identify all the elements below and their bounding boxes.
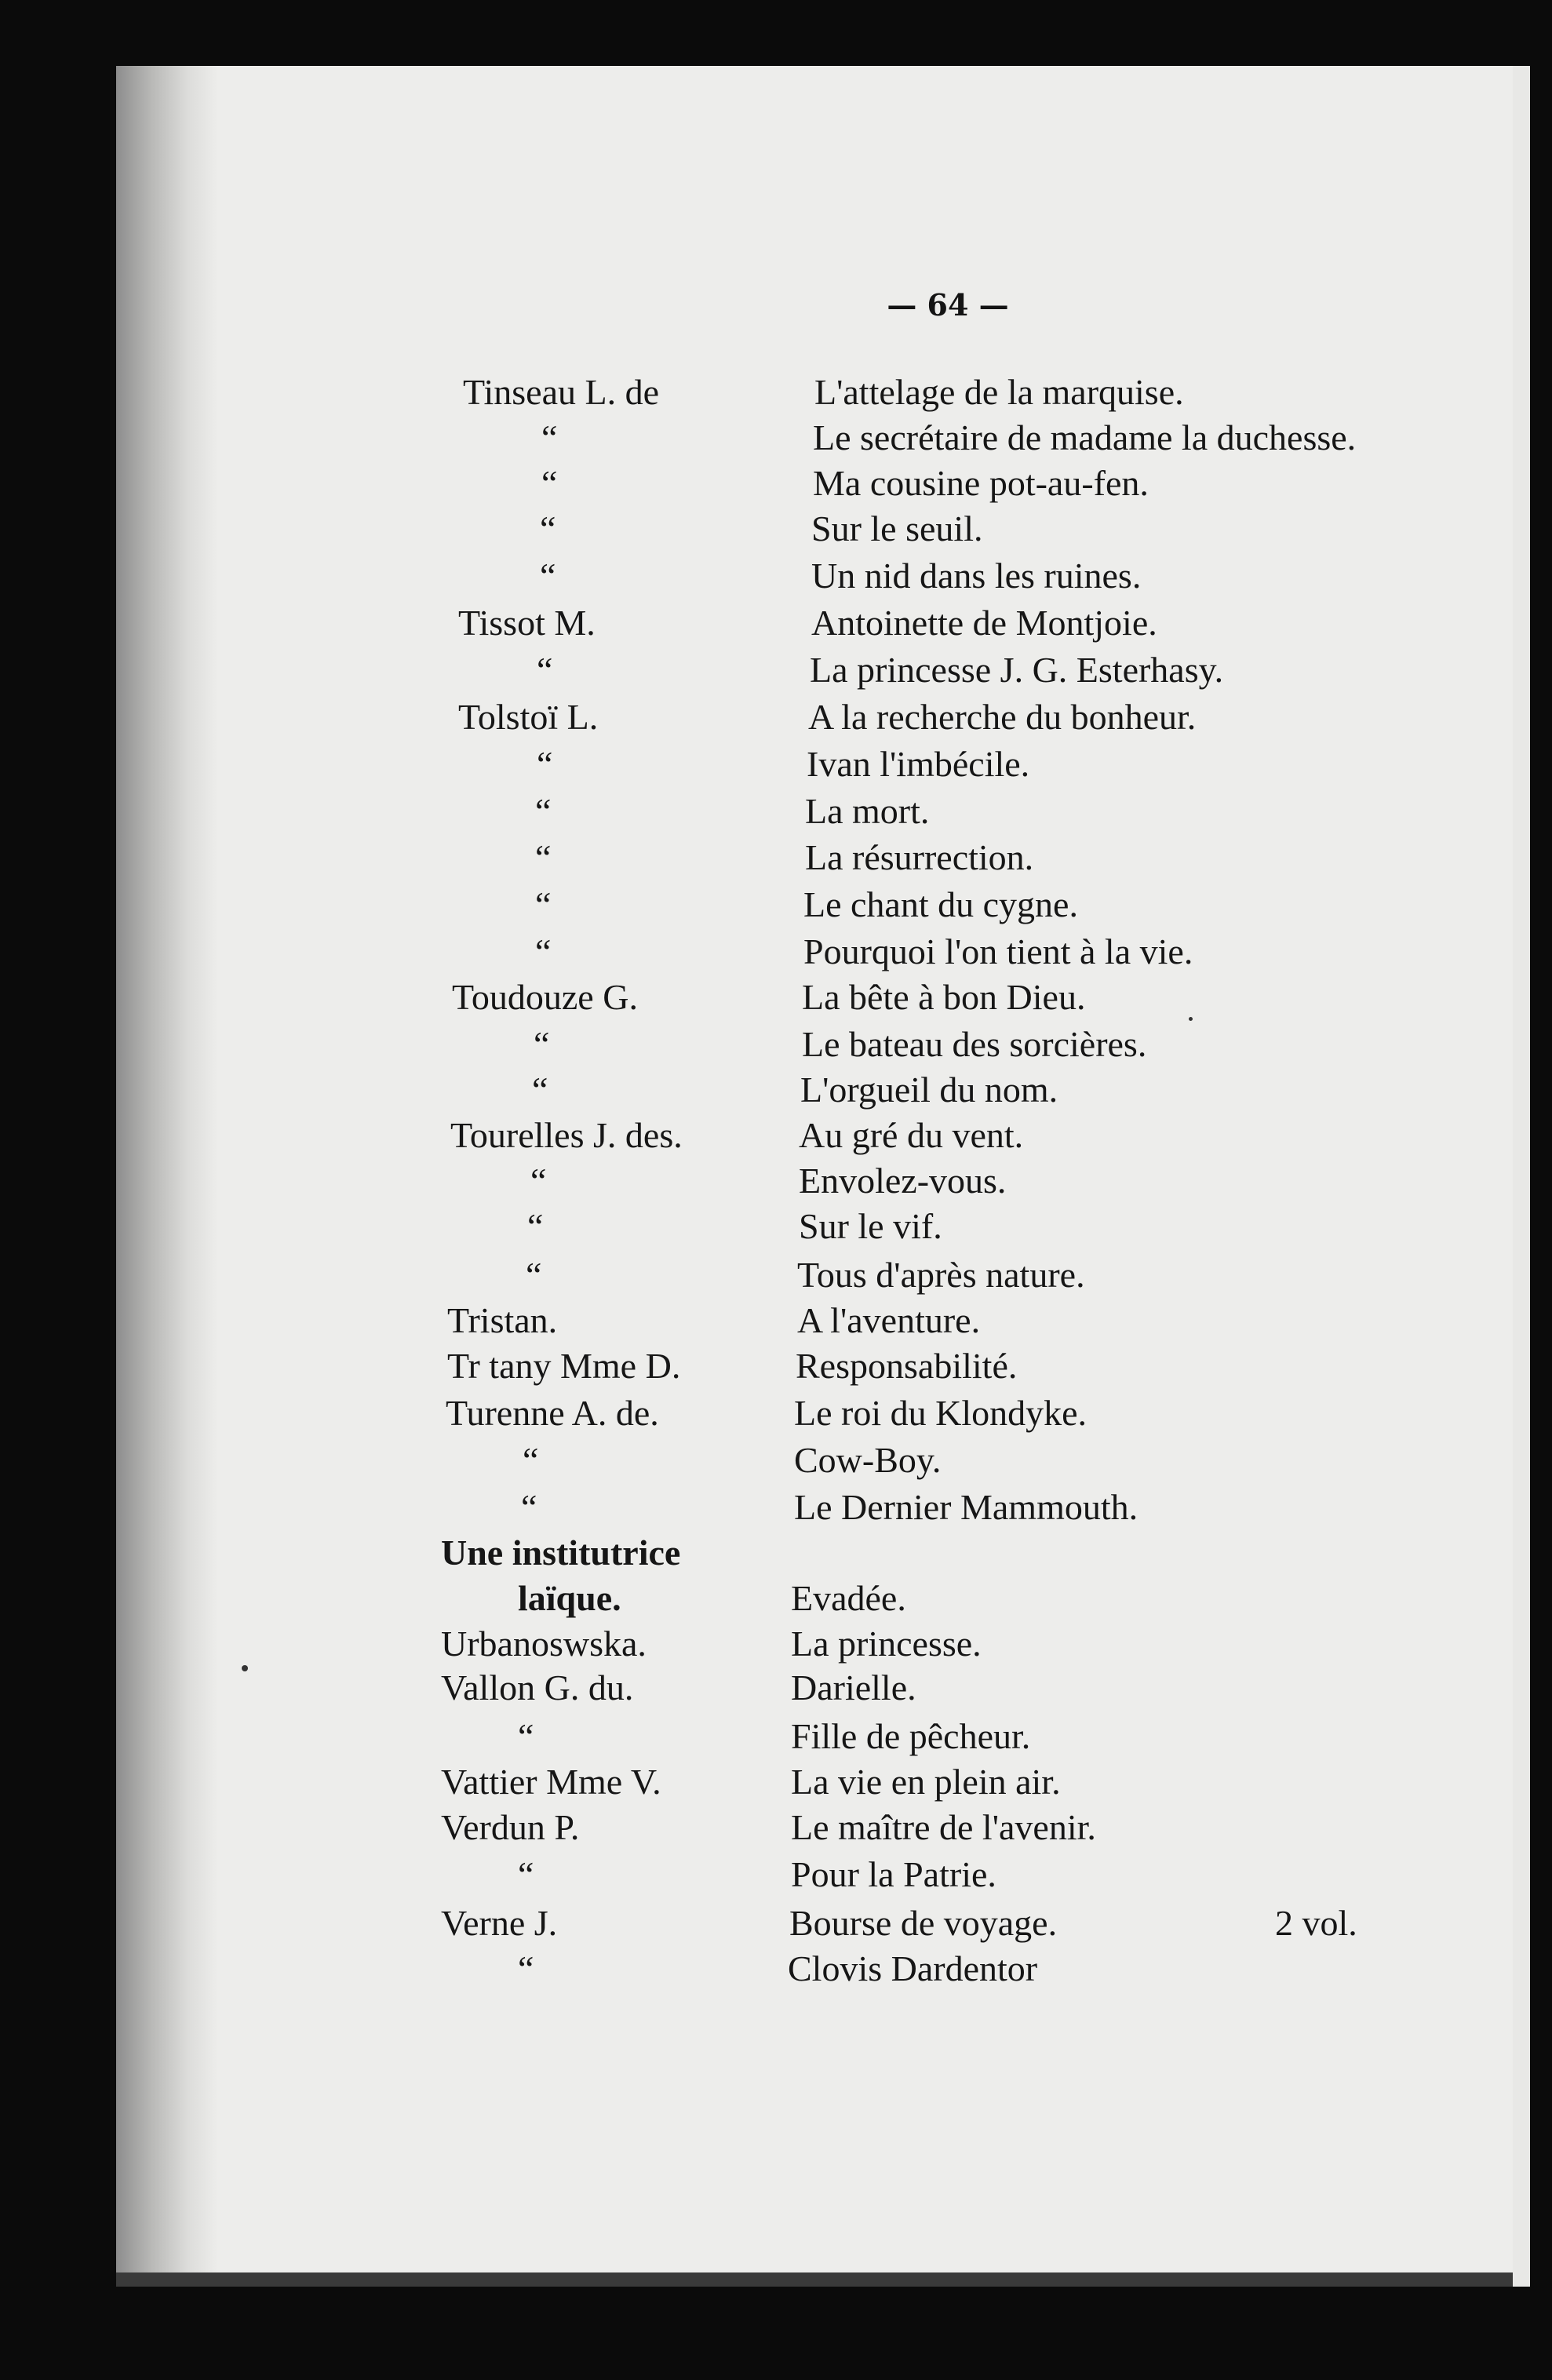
- entry-author: Tourelles J. des.: [450, 1115, 683, 1155]
- list-item: [0, 1530, 1552, 1576]
- entry-author: “: [518, 1716, 534, 1756]
- list-item: [0, 600, 1552, 646]
- list-item: [0, 1438, 1552, 1483]
- list-item: [0, 1576, 1552, 1621]
- bottom-edge: [116, 2272, 1513, 2287]
- list-item: [0, 1805, 1552, 1850]
- entry-author: “: [535, 791, 552, 831]
- entry-title: La princesse.: [791, 1624, 982, 1664]
- list-item: [0, 1390, 1552, 1436]
- list-item: [0, 1113, 1552, 1158]
- list-item: [0, 1665, 1552, 1711]
- entry-author: “: [540, 508, 556, 549]
- list-item: [0, 370, 1552, 415]
- entry-author: “: [541, 417, 558, 457]
- entry-title: A l'aventure.: [797, 1300, 981, 1340]
- list-item: [0, 1343, 1552, 1389]
- entry-title: Bourse de voyage.: [789, 1903, 1058, 1943]
- list-item: [0, 553, 1552, 599]
- page-number: — 64 —: [887, 287, 1009, 323]
- entry-title: Le maître de l'avenir.: [791, 1807, 1096, 1847]
- list-item: [0, 506, 1552, 552]
- entry-author: “: [523, 1440, 539, 1480]
- entry-volume-note: 2 vol.: [1275, 1903, 1357, 1943]
- list-item: [0, 415, 1552, 461]
- entry-title: Antoinette de Montjoie.: [811, 603, 1157, 643]
- entry-author: Vattier Mme V.: [441, 1762, 661, 1802]
- list-item: [0, 1298, 1552, 1343]
- entry-author: “: [540, 556, 556, 596]
- entry-author: “: [535, 931, 552, 971]
- list-item: [0, 975, 1552, 1020]
- entry-author: “: [535, 884, 552, 924]
- entry-title: L'attelage de la marquise.: [814, 372, 1184, 412]
- entry-author: Turenne A. de.: [446, 1393, 659, 1433]
- entry-title: La princesse J. G. Esterhasy.: [810, 650, 1224, 690]
- entry-title: Le roi du Klondyke.: [794, 1393, 1087, 1433]
- entry-title: Le bateau des sorcières.: [802, 1024, 1147, 1064]
- entry-title: Pour la Patrie.: [791, 1854, 996, 1894]
- list-item: [0, 1204, 1552, 1249]
- entry-title: La bête à bon Dieu.: [802, 977, 1086, 1017]
- entry-author: “: [526, 1255, 542, 1295]
- entry-author: Vallon G. du.: [441, 1667, 634, 1708]
- entry-author: “: [535, 837, 552, 877]
- list-item: [0, 1946, 1552, 1992]
- list-item: [0, 1901, 1552, 1946]
- entry-author: “: [527, 1206, 544, 1246]
- entry-title: Au gré du vent.: [799, 1115, 1024, 1155]
- list-item: [0, 882, 1552, 928]
- entry-title: Le secrétaire de madame la duchesse.: [813, 417, 1357, 457]
- list-item: [0, 647, 1552, 693]
- list-item: [0, 1158, 1552, 1204]
- entry-author: Tissot M.: [458, 603, 596, 643]
- list-item: [0, 1852, 1552, 1897]
- entry-author: “: [532, 1070, 548, 1110]
- entry-author: “: [518, 1948, 534, 1988]
- entry-title: Responsabilité.: [796, 1346, 1018, 1386]
- entry-author: Urbanoswska.: [441, 1624, 647, 1664]
- list-item: [0, 1621, 1552, 1667]
- entry-title: La résurrection.: [805, 837, 1034, 877]
- entry-title: L'orgueil du nom.: [800, 1070, 1058, 1110]
- entry-author: laïque.: [518, 1578, 621, 1618]
- entry-title: Le Dernier Mammouth.: [794, 1487, 1138, 1527]
- entry-author: Tr tany Mme D.: [447, 1346, 681, 1386]
- entry-author: “: [521, 1487, 537, 1527]
- entry-author: “: [537, 744, 553, 784]
- entry-title: La mort.: [805, 791, 930, 831]
- list-item: [0, 1485, 1552, 1530]
- list-item: [0, 1022, 1552, 1067]
- entry-author: “: [537, 650, 553, 690]
- entry-title: Darielle.: [791, 1667, 916, 1708]
- entry-author: Tinseau L. de: [463, 372, 660, 412]
- entry-title: La vie en plein air.: [791, 1762, 1061, 1802]
- speck: [242, 1665, 248, 1671]
- list-item: [0, 1067, 1552, 1113]
- entry-title: Fille de pêcheur.: [791, 1716, 1031, 1756]
- entry-title: Envolez-vous.: [799, 1161, 1007, 1201]
- entry-author: “: [530, 1161, 547, 1201]
- entry-author: Toudouze G.: [452, 977, 638, 1017]
- entry-author: Verne J.: [441, 1903, 558, 1943]
- entry-title: Le chant du cygne.: [803, 884, 1078, 924]
- list-item: [0, 461, 1552, 506]
- entry-title: Sur le vif.: [799, 1206, 942, 1246]
- entry-title: Ivan l'imbécile.: [807, 744, 1030, 784]
- speck: [1189, 1017, 1193, 1021]
- entry-author: Tristan.: [447, 1300, 558, 1340]
- entry-author: Une institutrice: [441, 1533, 681, 1573]
- entry-title: A la recherche du bonheur.: [808, 697, 1197, 737]
- entry-author: “: [534, 1024, 550, 1064]
- entry-title: Sur le seuil.: [811, 508, 983, 549]
- list-item: [0, 694, 1552, 740]
- entry-author: “: [541, 463, 558, 503]
- entry-title: Pourquoi l'on tient à la vie.: [803, 931, 1193, 971]
- list-item: [0, 1714, 1552, 1759]
- entry-author: “: [518, 1854, 534, 1894]
- entry-title: Tous d'après nature.: [797, 1255, 1085, 1295]
- entry-title: Cow-Boy.: [794, 1440, 942, 1480]
- entry-author: Tolstoï L.: [458, 697, 599, 737]
- list-item: [0, 835, 1552, 880]
- list-item: [0, 1759, 1552, 1805]
- entry-title: Un nid dans les ruines.: [811, 556, 1142, 596]
- list-item: [0, 742, 1552, 787]
- entry-title: Clovis Dardentor: [788, 1948, 1038, 1988]
- entry-author: Verdun P.: [441, 1807, 580, 1847]
- entry-title: Ma cousine pot-au-fen.: [813, 463, 1149, 503]
- entry-title: Evadée.: [791, 1578, 906, 1618]
- list-item: [0, 929, 1552, 975]
- list-item: [0, 789, 1552, 834]
- list-item: [0, 1252, 1552, 1298]
